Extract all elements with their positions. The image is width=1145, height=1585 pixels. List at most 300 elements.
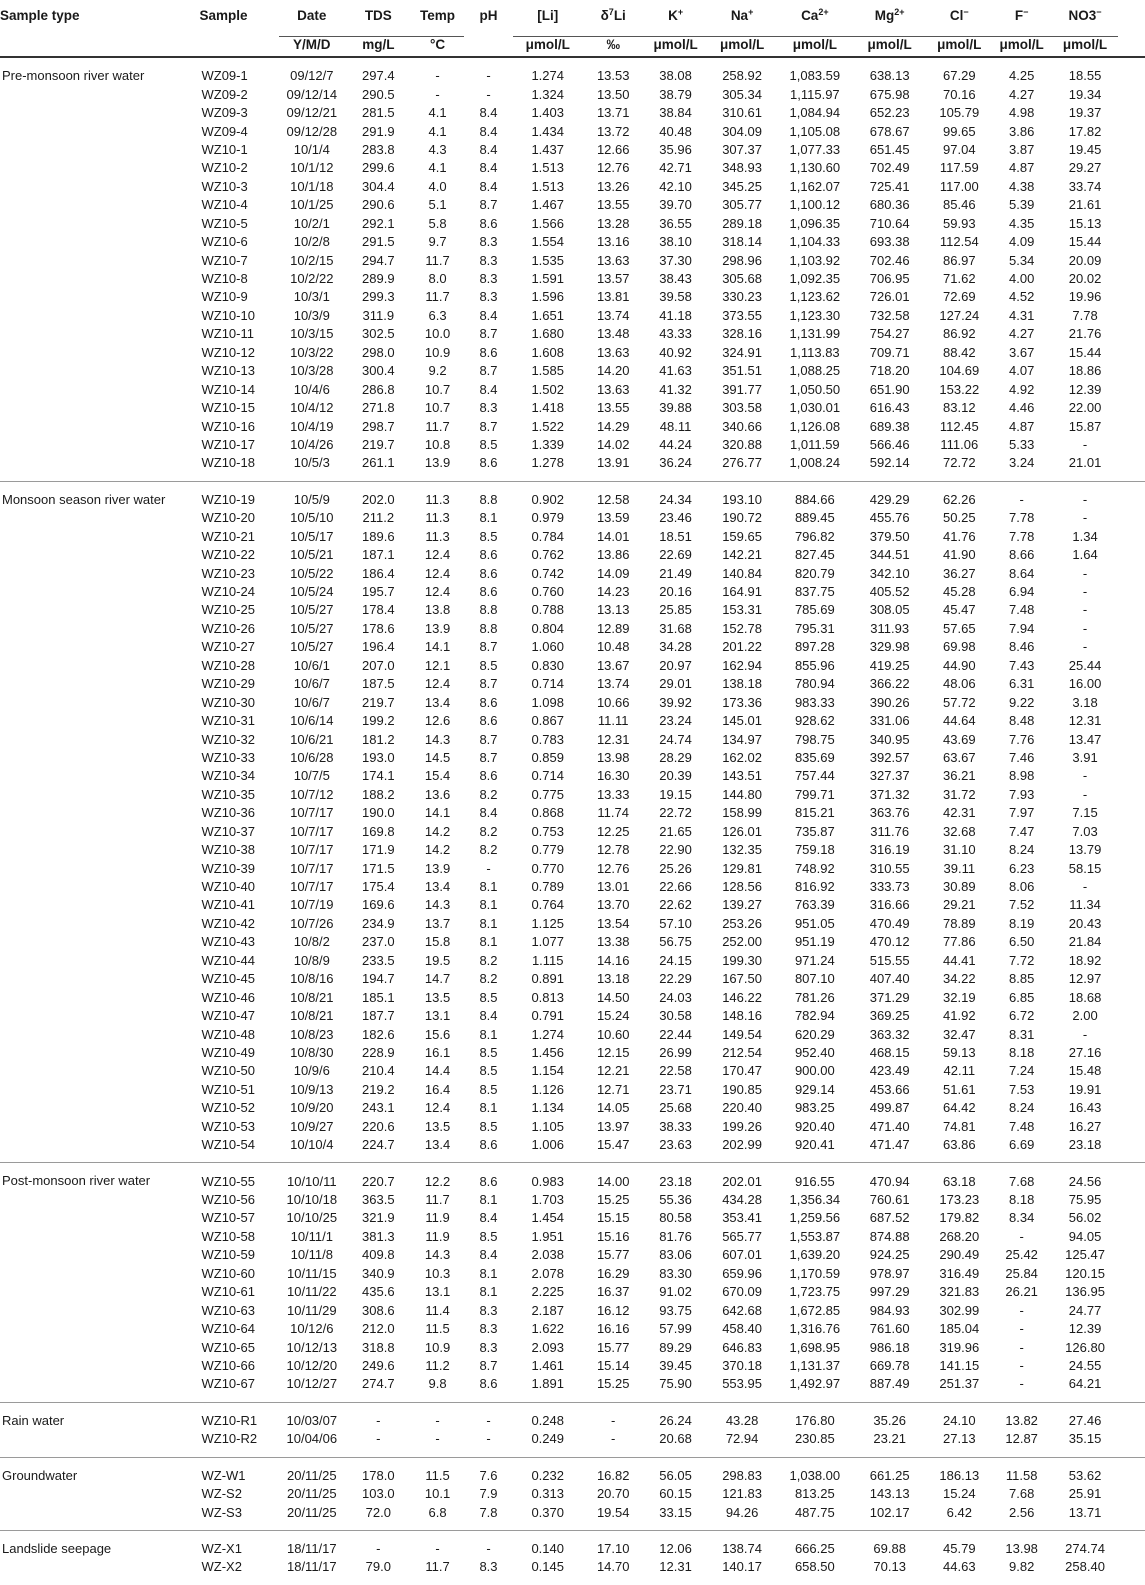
cell-d7li: 14.02 <box>596 436 630 452</box>
cell-tds: 190.0 <box>362 805 395 821</box>
cell-sample: WZ10-65 <box>201 1339 255 1355</box>
cell-overflow <box>1118 85 1145 103</box>
cell-sample: WZ10-44 <box>201 952 255 968</box>
cell-no3: - <box>1082 768 1088 784</box>
cell-li: 1.324 <box>531 86 564 102</box>
cell-overflow <box>1118 1025 1145 1043</box>
cell-na: 276.77 <box>707 454 778 481</box>
section-type-cell <box>0 122 197 140</box>
cell-na: 143.51 <box>722 768 762 784</box>
cell-overflow <box>1118 1062 1145 1080</box>
cell-mg: 470.49 <box>869 915 910 931</box>
cell-mg: 706.95 <box>869 271 910 287</box>
cell-ph: 8.1 <box>479 879 498 895</box>
cell-cl: 44.41 <box>943 952 976 968</box>
section-type-cell <box>0 675 197 693</box>
cell-f: 3.67 <box>1009 344 1035 360</box>
cell-li: 1.891 <box>513 1375 582 1402</box>
cell-ph: 8.1 <box>479 1284 498 1300</box>
cell-mg: 329.98 <box>869 639 910 655</box>
cell-tds: 321.9 <box>362 1210 395 1226</box>
cell-no3: 13.71 <box>1052 1503 1119 1530</box>
cell-f: 5.33 <box>1009 436 1035 452</box>
cell-temp: 4.0 <box>428 178 447 194</box>
cell-cl: 63.18 <box>943 1173 976 1189</box>
cell-no3: 136.95 <box>1065 1284 1105 1300</box>
cell-date: 10/8/9 <box>293 952 330 968</box>
cell-na: 193.10 <box>722 491 762 507</box>
cell-na: 140.84 <box>722 565 762 581</box>
cell-tds: 302.5 <box>362 326 395 342</box>
cell-f: 6.94 <box>1009 584 1035 600</box>
cell-k: 42.71 <box>659 160 692 176</box>
cell-d7li: 14.09 <box>596 565 630 581</box>
cell-mg: 331.06 <box>869 713 910 729</box>
cell-d7li: 15.77 <box>596 1339 630 1355</box>
cell-na: 149.54 <box>722 1026 762 1042</box>
cell-sample: WZ10-37 <box>201 823 255 839</box>
cell-li: 0.813 <box>531 989 564 1005</box>
cell-date: 20/11/25 <box>279 1503 346 1530</box>
table-row <box>0 454 1145 481</box>
cell-no3: 274.74 <box>1065 1541 1105 1557</box>
cell-sample: WZ10-11 <box>201 326 254 342</box>
section-type-cell <box>0 786 197 804</box>
cell-li: 0.902 <box>531 491 564 507</box>
table-row <box>0 1163 1145 1191</box>
cell-tds: 169.8 <box>362 823 395 839</box>
section-type-cell <box>0 344 197 362</box>
cell-no3: 64.21 <box>1052 1375 1119 1402</box>
cell-tds: 212.0 <box>362 1321 395 1337</box>
cell-f: 4.25 <box>1009 68 1035 84</box>
cell-temp: 11.2 <box>425 1357 450 1373</box>
cell-d7li: 11.74 <box>597 805 629 821</box>
section-type-cell <box>0 841 197 859</box>
cell-mg: 471.47 <box>852 1136 927 1163</box>
cell-k: 26.99 <box>659 1044 692 1060</box>
cell-f: 4.35 <box>1009 215 1035 231</box>
cell-na: 162.94 <box>722 657 762 673</box>
cell-ca: 1,038.00 <box>789 1467 841 1483</box>
cell-date: 10/10/18 <box>286 1192 338 1208</box>
cell-ph: 8.6 <box>479 768 498 784</box>
cell-d7li: 13.59 <box>596 510 630 526</box>
cell-overflow <box>1118 509 1145 527</box>
cell-date: 10/12/13 <box>286 1339 338 1355</box>
cell-no3: 20.02 <box>1068 271 1102 287</box>
cell-d7li: 12.78 <box>596 842 630 858</box>
cell-sample: WZ10-22 <box>201 547 255 563</box>
table-row <box>0 601 1145 619</box>
cell-tds: 308.6 <box>362 1302 395 1318</box>
cell-li: 1.077 <box>531 934 564 950</box>
cell-date: 10/1/12 <box>290 160 334 176</box>
cell-li: 1.467 <box>531 197 564 213</box>
cell-ca: 983.33 <box>794 694 835 710</box>
cell-mg: 316.19 <box>869 842 910 858</box>
cell-na: 305.34 <box>722 86 762 102</box>
cell-ph: 8.7 <box>479 197 498 213</box>
cell-no3: 75.95 <box>1068 1192 1102 1208</box>
cell-na: 190.72 <box>722 510 762 526</box>
section-type-cell <box>0 417 197 435</box>
cell-overflow <box>1118 528 1145 546</box>
cell-temp: 13.5 <box>424 1118 451 1134</box>
cell-date: 10/8/2 <box>293 934 330 950</box>
cell-li: 0.140 <box>531 1541 564 1557</box>
cell-no3: 16.00 <box>1068 676 1102 692</box>
cell-no3: 25.44 <box>1068 657 1102 673</box>
cell-f: 4.00 <box>1009 271 1035 287</box>
cell-f: 7.68 <box>1009 1173 1035 1189</box>
cell-d7li: 15.77 <box>596 1247 630 1263</box>
cell-mg: 761.60 <box>869 1321 910 1337</box>
cell-tds: 178.6 <box>362 620 395 636</box>
cell-temp: 11.5 <box>425 1467 450 1483</box>
cell-tds: 220.6 <box>362 1118 395 1134</box>
cell-k: 39.70 <box>659 197 692 213</box>
table-row <box>0 1320 1145 1338</box>
cell-overflow <box>1118 638 1145 656</box>
cell-no3: 18.92 <box>1068 952 1102 968</box>
cell-overflow <box>1118 546 1145 564</box>
cell-cl: 105.79 <box>939 105 980 121</box>
cell-k: 48.11 <box>659 418 692 434</box>
cell-tds: 292.1 <box>362 215 395 231</box>
cell-ca: 1,115.97 <box>790 86 840 102</box>
cell-f: 4.46 <box>1009 400 1035 416</box>
cell-f: 7.72 <box>1009 952 1035 968</box>
cell-date: 20/11/25 <box>286 1486 337 1502</box>
cell-na: 138.74 <box>722 1541 762 1557</box>
cell-mg: 693.38 <box>869 234 910 250</box>
cell-ca: 757.44 <box>794 768 835 784</box>
unit-tds: mg/L <box>345 37 412 58</box>
cell-no3: 53.62 <box>1068 1467 1102 1483</box>
cell-ph: 8.8 <box>479 602 498 618</box>
cell-li: 1.418 <box>531 400 564 416</box>
cell-temp: 13.9 <box>412 454 464 481</box>
cell-date: 10/3/22 <box>290 344 334 360</box>
cell-tds: 189.6 <box>362 528 395 544</box>
cell-cl: 45.47 <box>943 602 976 618</box>
cell-no3: 94.05 <box>1068 1228 1102 1244</box>
cell-f: 7.46 <box>1009 749 1035 765</box>
cell-tds: 187.1 <box>362 547 395 563</box>
cell-overflow <box>1118 436 1145 454</box>
cell-d7li: 12.76 <box>596 860 630 876</box>
cell-k: 22.72 <box>659 805 692 821</box>
cell-li: 0.764 <box>531 897 564 913</box>
cell-d7li: 16.82 <box>596 1467 630 1483</box>
cell-tds: 289.9 <box>362 271 395 287</box>
table-row <box>0 1402 1145 1430</box>
cell-k: 21.65 <box>659 823 692 839</box>
cell-mg: 702.46 <box>869 252 910 268</box>
cell-overflow <box>1118 1265 1145 1283</box>
cell-f: 4.31 <box>1009 307 1035 323</box>
cell-k: 12.06 <box>659 1541 692 1557</box>
cell-li: 0.770 <box>531 860 564 876</box>
cell-k: 93.75 <box>659 1302 692 1318</box>
cell-d7li: 10.66 <box>596 694 630 710</box>
cell-sample: WZ10-15 <box>201 400 255 416</box>
cell-ca: 916.55 <box>794 1173 835 1189</box>
cell-ca: 1,698.95 <box>789 1339 841 1355</box>
cell-d7li: 15.15 <box>596 1210 630 1226</box>
cell-cl: 39.11 <box>943 860 976 876</box>
cell-f: 5.34 <box>1009 252 1035 268</box>
cell-date: 10/2/15 <box>290 252 334 268</box>
cell-mg: 363.32 <box>869 1026 910 1042</box>
cell-li: 0.313 <box>531 1486 564 1502</box>
cell-tds: 103.0 <box>362 1486 395 1502</box>
cell-cl: 69.98 <box>943 639 976 655</box>
cell-li: 0.784 <box>531 528 564 544</box>
cell-cl: 78.89 <box>943 915 976 931</box>
cell-temp: 14.3 <box>424 731 451 747</box>
cell-k: 55.36 <box>659 1192 692 1208</box>
cell-temp: 13.7 <box>424 915 451 931</box>
cell-d7li: 13.48 <box>596 326 630 342</box>
cell-d7li: 13.86 <box>596 547 630 563</box>
section-type-label: Groundwater <box>2 1467 78 1483</box>
table-row <box>0 1246 1145 1264</box>
cell-mg: 984.93 <box>869 1302 910 1318</box>
cell-no3: 7.15 <box>1072 805 1098 821</box>
cell-cl: 179.82 <box>939 1210 980 1226</box>
cell-k: 57.99 <box>659 1321 692 1337</box>
cell-sample: WZ10-25 <box>201 602 255 618</box>
cell-li: 1.502 <box>531 381 564 397</box>
cell-temp: 11.3 <box>425 510 450 526</box>
section-type-cell <box>0 804 197 822</box>
cell-overflow <box>1118 693 1145 711</box>
cell-f: 7.97 <box>1009 805 1035 821</box>
cell-overflow <box>1118 1246 1145 1264</box>
cell-cl: 127.24 <box>939 307 980 323</box>
cell-na: 146.22 <box>722 989 762 1005</box>
cell-sample: WZ10-41 <box>201 897 255 913</box>
cell-date: 10/5/22 <box>290 565 334 581</box>
cell-tds: 185.1 <box>362 989 395 1005</box>
cell-no3: 25.91 <box>1068 1486 1102 1502</box>
cell-sample: WZ10-5 <box>201 215 248 231</box>
col-header-k: K+ <box>644 0 706 37</box>
cell-tds: 237.0 <box>362 934 395 950</box>
cell-sample: WZ10-13 <box>201 363 255 379</box>
cell-d7li: 13.63 <box>596 344 630 360</box>
cell-ph: 8.6 <box>464 1136 514 1163</box>
header-row-labels <box>0 0 1145 37</box>
cell-tds: 294.7 <box>362 252 395 268</box>
cell-no3: 3.91 <box>1072 749 1098 765</box>
cell-f: 3.86 <box>1009 123 1035 139</box>
cell-tds: 171.5 <box>362 860 395 876</box>
cell-date: 10/12/20 <box>286 1357 338 1373</box>
cell-sample: WZ09-1 <box>201 68 248 84</box>
cell-tds: 283.8 <box>362 141 395 157</box>
cell-ca: 816.92 <box>794 879 835 895</box>
table-row <box>0 786 1145 804</box>
cell-na: 167.50 <box>722 971 762 987</box>
cell-tds: 297.4 <box>362 68 395 84</box>
table-row <box>0 270 1145 288</box>
cell-tds: 271.8 <box>362 400 395 416</box>
cell-sample: WZ10-31 <box>201 713 255 729</box>
cell-na: 391.77 <box>722 381 762 397</box>
cell-k: 24.34 <box>659 491 692 507</box>
cell-temp: 12.4 <box>424 547 451 563</box>
cell-k: 38.08 <box>659 68 692 84</box>
section-type-cell <box>0 85 197 103</box>
cell-temp: - <box>435 1541 440 1557</box>
table-row <box>0 841 1145 859</box>
cell-cl: 31.72 <box>943 786 976 802</box>
table-row <box>0 657 1145 675</box>
cell-na: 158.99 <box>722 805 762 821</box>
cell-mg: 35.26 <box>873 1412 906 1428</box>
cell-ph: 8.5 <box>479 1118 498 1134</box>
cell-mg: 342.10 <box>869 565 910 581</box>
cell-no3: 21.01 <box>1052 454 1119 481</box>
table-row <box>0 178 1145 196</box>
cell-mg: 366.22 <box>869 676 910 692</box>
col-header-ph: pH <box>479 8 498 23</box>
cell-ca: 1,104.33 <box>789 234 841 250</box>
cell-na: 646.83 <box>722 1339 762 1355</box>
cell-ca: 1,008.24 <box>777 454 852 481</box>
cell-ca: 1,092.35 <box>789 271 841 287</box>
cell-temp: 10.9 <box>424 344 451 360</box>
col-header-ca: $Ca^{2+}$ <box>777 0 852 37</box>
cell-ph: 8.4 <box>479 1210 498 1226</box>
table-row <box>0 970 1145 988</box>
cell-sample: WZ10-43 <box>201 934 255 950</box>
section-type-cell <box>0 1136 197 1163</box>
cell-d7li: 13.70 <box>596 897 630 913</box>
cell-overflow <box>1118 344 1145 362</box>
cell-na: 148.16 <box>722 1008 762 1024</box>
cell-ph: 8.6 <box>479 713 498 729</box>
cell-tds: 187.5 <box>362 676 395 692</box>
cell-d7li: 13.72 <box>596 123 630 139</box>
cell-date: 10/10/11 <box>286 1173 337 1189</box>
cell-cl: 36.21 <box>943 768 976 784</box>
cell-ca: 983.25 <box>794 1100 835 1116</box>
unit-ph <box>464 37 514 58</box>
cell-na: 128.56 <box>722 879 762 895</box>
cell-no3: 12.97 <box>1068 971 1102 987</box>
cell-no3: - <box>1082 786 1088 802</box>
table-body <box>0 57 1145 1585</box>
col-header-d7li: $\delta^7Li$ <box>582 0 644 37</box>
cell-k: 12.31 <box>659 1559 692 1575</box>
cell-li: 0.783 <box>531 731 564 747</box>
cell-li: 0.762 <box>531 547 564 563</box>
cell-cl: 24.10 <box>943 1412 976 1428</box>
cell-date: 10/4/6 <box>293 381 330 397</box>
cell-temp: 11.9 <box>425 1210 450 1226</box>
cell-ca: 1,083.59 <box>789 68 841 84</box>
cell-mg: 453.66 <box>869 1081 910 1097</box>
cell-d7li: 17.10 <box>596 1541 630 1557</box>
cell-tds: 181.2 <box>362 731 395 747</box>
cell-cl: 185.04 <box>939 1321 980 1337</box>
cell-sample: WZ10-66 <box>201 1357 255 1373</box>
cell-li: 0.249 <box>513 1430 582 1457</box>
cell-li: 0.714 <box>531 676 564 692</box>
cell-tds: 286.8 <box>362 381 395 397</box>
cell-temp: 5.1 <box>428 197 447 213</box>
col-header-no3: NO3− <box>1052 0 1119 37</box>
cell-mg: 143.13 <box>869 1486 910 1502</box>
cell-cl: 27.13 <box>927 1430 991 1457</box>
cell-ca: 920.41 <box>777 1136 852 1163</box>
cell-date: 10/6/14 <box>290 713 334 729</box>
section-type-cell <box>0 1430 197 1457</box>
cell-ca: 952.40 <box>794 1044 835 1060</box>
cell-sample: WZ10-53 <box>201 1118 255 1134</box>
section-type-cell <box>0 436 197 454</box>
cell-ph: 8.7 <box>479 363 498 379</box>
table-row <box>0 196 1145 214</box>
cell-k: 40.92 <box>659 344 692 360</box>
table-row <box>0 325 1145 343</box>
cell-na: 121.83 <box>722 1486 762 1502</box>
cell-cl: 63.67 <box>943 749 976 765</box>
cell-ca: 1,123.62 <box>789 289 841 305</box>
cell-ca: 1,170.59 <box>789 1265 841 1281</box>
cell-k: 91.02 <box>659 1284 692 1300</box>
cell-sample: WZ10-42 <box>201 915 255 931</box>
cell-f: 13.82 <box>1005 1412 1038 1428</box>
cell-temp: 12.4 <box>424 584 451 600</box>
cell-ph: 8.4 <box>479 381 498 397</box>
table-row <box>0 1228 1145 1246</box>
cell-f: 4.92 <box>1009 381 1035 397</box>
section-type-cell <box>0 1191 197 1209</box>
cell-li: 1.274 <box>531 1026 564 1042</box>
cell-k: 23.71 <box>659 1081 692 1097</box>
cell-sample: WZ10-63 <box>201 1302 255 1318</box>
cell-sample: WZ09-3 <box>201 105 248 121</box>
cell-f: 6.50 <box>1009 934 1035 950</box>
cell-li: 0.867 <box>531 713 564 729</box>
cell-na: 152.78 <box>722 620 762 636</box>
cell-overflow <box>1118 1503 1145 1530</box>
cell-ph: 8.7 <box>479 749 498 765</box>
cell-na: 553.95 <box>707 1375 778 1402</box>
cell-ph: 8.8 <box>479 620 498 636</box>
cell-f: 4.07 <box>1009 363 1035 379</box>
cell-temp: 14.3 <box>424 897 451 913</box>
cell-no3: 24.77 <box>1068 1302 1102 1318</box>
section-type-cell <box>0 380 197 398</box>
cell-no3: 58.15 <box>1068 860 1102 876</box>
cell-f: 8.66 <box>1009 547 1035 563</box>
cell-date: 10/11/1 <box>290 1228 334 1244</box>
cell-f: 7.78 <box>1009 510 1035 526</box>
cell-mg: 470.94 <box>869 1173 910 1189</box>
cell-cl: 41.76 <box>943 528 976 544</box>
cell-date: 10/11/29 <box>286 1302 337 1318</box>
cell-li: 0.788 <box>531 602 564 618</box>
cell-k: 41.32 <box>659 381 692 397</box>
cell-ph: 8.7 <box>479 639 498 655</box>
cell-cl: 112.54 <box>939 234 979 250</box>
